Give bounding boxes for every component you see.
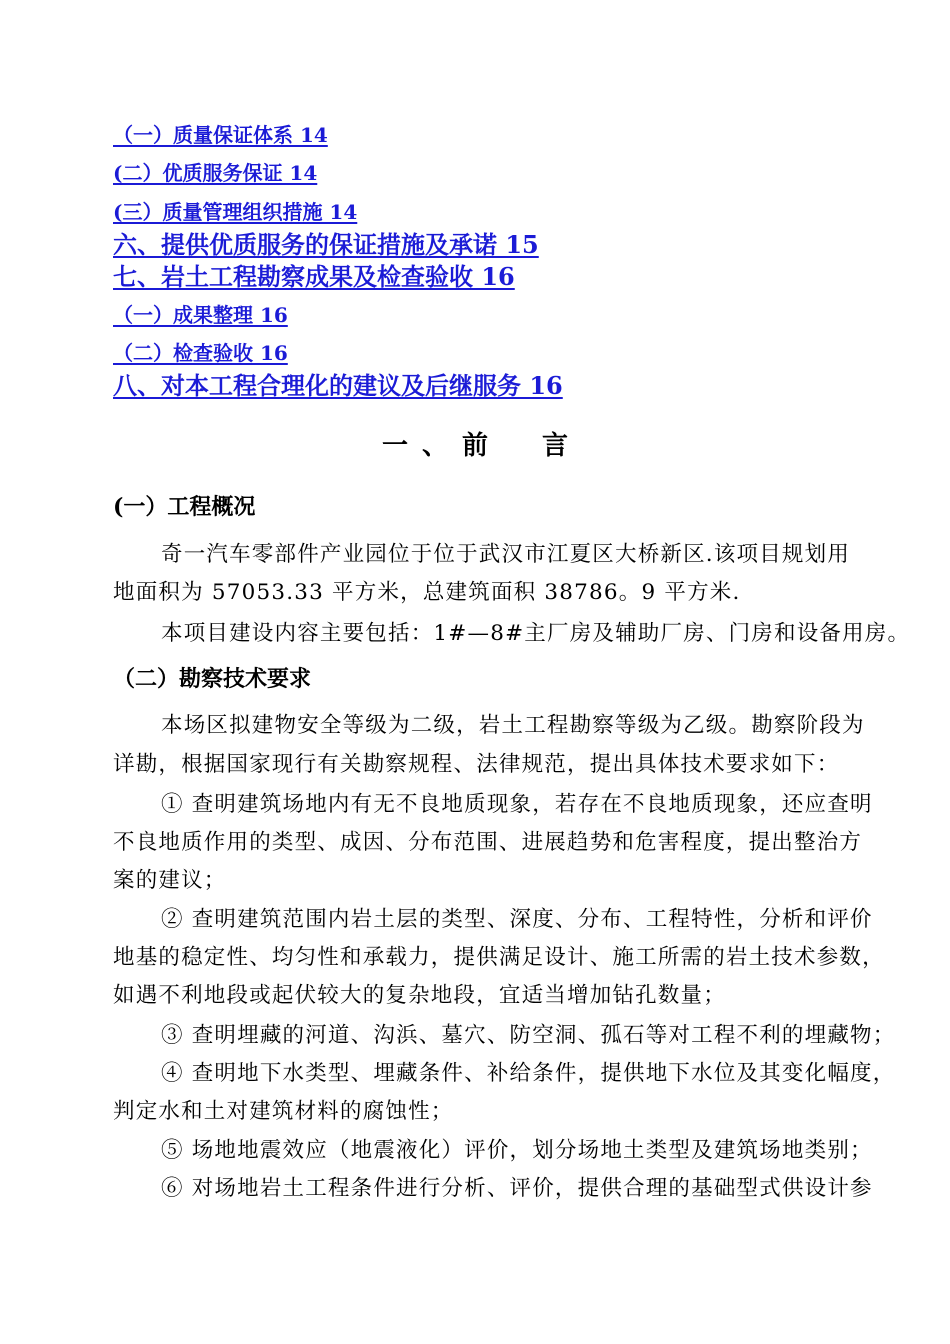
toc-link-section-7[interactable]: 七、岩土工程勘察成果及检查验收 16 xyxy=(113,262,515,291)
paragraph-line: ② 查明建筑范围内岩土层的类型、深度、分布、工程特性，分析和评价 xyxy=(161,907,873,932)
paragraph-line: ③ 查明埋藏的河道、沟浜、墓穴、防空洞、孤石等对工程不利的埋藏物； xyxy=(161,1023,896,1048)
subsection-title-technical-requirements: （二）勘察技术要求 xyxy=(113,666,312,692)
paragraph-line: 如遇不利地段或起伏较大的复杂地段，宜适当增加钻孔数量； xyxy=(113,983,726,1008)
toc-link-section-8[interactable]: 八、对本工程合理化的建议及后继服务 16 xyxy=(113,371,563,400)
subsection-title-project-overview: (一）工程概况 xyxy=(113,494,256,520)
toc-link-results-arrangement[interactable]: （一）成果整理 16 xyxy=(113,303,288,327)
paragraph-line: 本项目建设内容主要包括：1#—8#主厂房及辅助厂房、门房和设备用房。 xyxy=(161,621,911,646)
paragraph-line: 详勘，根据国家现行有关勘察规程、法律规范，提出具体技术要求如下： xyxy=(113,752,840,777)
paragraph-line: 奇一汽车零部件产业园位于位于武汉市江夏区大桥新区.该项目规划用 xyxy=(161,542,851,567)
paragraph-line: 判定水和土对建筑材料的腐蚀性； xyxy=(113,1099,454,1124)
paragraph-line: 不良地质作用的类型、成因、分布范围、进展趋势和危害程度，提出整治方 xyxy=(113,830,863,855)
paragraph-line: 地面积为 57053.33 平方米，总建筑面积 38786。9 平方米. xyxy=(113,580,741,605)
paragraph-line: ① 查明建筑场地内有无不良地质现象，若存在不良地质现象，还应查明 xyxy=(161,792,873,817)
paragraph-line: 地基的稳定性、均匀性和承载力，提供满足设计、施工所需的岩土技术参数， xyxy=(113,945,885,970)
toc-link-section-6[interactable]: 六、提供优质服务的保证措施及承诺 15 xyxy=(113,230,539,259)
paragraph-line: 本场区拟建物安全等级为二级，岩土工程勘察等级为乙级。勘察阶段为 xyxy=(161,713,865,738)
toc-link-inspection-acceptance[interactable]: （二）检查验收 16 xyxy=(113,341,288,365)
toc-link-quality-service-guarantee[interactable]: (二）优质服务保证 14 xyxy=(113,161,318,185)
toc-link-quality-management-measures[interactable]: (三）质量管理组织措施 14 xyxy=(113,200,358,224)
table-of-contents xyxy=(0,0,950,420)
paragraph-line: ⑥ 对场地岩土工程条件进行分析、评价，提供合理的基础型式供设计参 xyxy=(161,1176,873,1201)
paragraph-line: ④ 查明地下水类型、埋藏条件、补给条件，提供地下水位及其变化幅度， xyxy=(161,1061,896,1086)
toc-link-quality-assurance-system[interactable]: （一）质量保证体系 14 xyxy=(113,123,328,147)
paragraph-line: 案的建议； xyxy=(113,868,227,893)
section-title-preface: 一、前 言 xyxy=(381,431,582,461)
paragraph-line: ⑤ 场地地震效应（地震液化）评价，划分场地土类型及建筑场地类别； xyxy=(161,1138,873,1163)
